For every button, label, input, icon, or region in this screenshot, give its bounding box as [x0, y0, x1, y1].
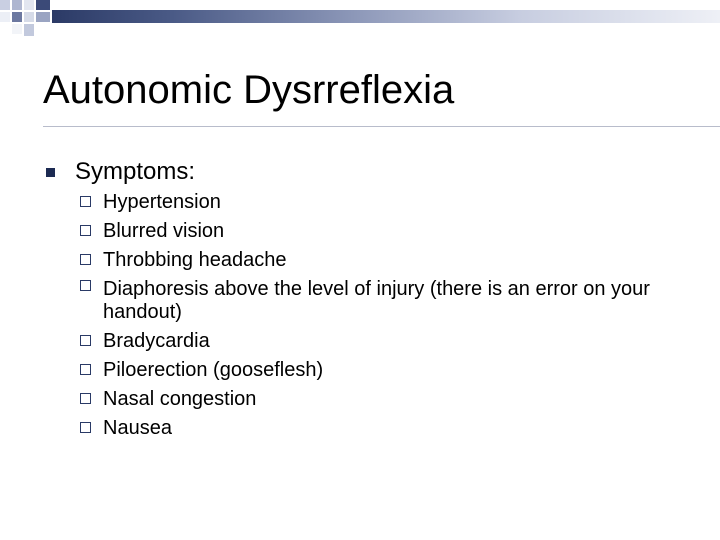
list-item-text: Throbbing headache — [103, 249, 287, 271]
list-item — [80, 188, 700, 217]
filled-square-bullet-icon — [46, 168, 55, 177]
list-item-text: Hypertension — [103, 191, 221, 213]
hollow-square-bullet-icon — [80, 280, 91, 291]
hollow-square-bullet-icon — [80, 335, 91, 346]
decorative-square — [12, 0, 22, 10]
list-item — [80, 414, 700, 443]
hollow-square-bullet-icon — [80, 254, 91, 265]
decorative-square — [24, 0, 34, 10]
list-item-text: Diaphoresis above the level of injury (there is an error on your handout) — [103, 278, 650, 323]
hollow-square-bullet-icon — [80, 196, 91, 207]
decorative-square — [24, 12, 34, 22]
list-item — [80, 217, 700, 246]
decorative-square — [0, 12, 10, 22]
title-divider — [43, 126, 720, 127]
hollow-square-bullet-icon — [80, 422, 91, 433]
main-bullet-item — [44, 156, 195, 188]
list-item — [80, 385, 700, 414]
hollow-square-bullet-icon — [80, 364, 91, 375]
list-item — [80, 246, 700, 275]
decorative-square — [36, 12, 50, 22]
hollow-square-bullet-icon — [80, 225, 91, 236]
decorative-square — [24, 24, 34, 36]
decorative-square — [12, 12, 22, 22]
list-item-text: Bradycardia — [103, 330, 210, 352]
list-item-text: Nasal congestion — [103, 388, 257, 410]
list-item — [80, 275, 700, 327]
decorative-square — [12, 24, 22, 34]
main-bullet-text: Symptoms: — [75, 158, 196, 185]
hollow-square-bullet-icon — [80, 393, 91, 404]
list-item-text: Piloerection (gooseflesh) — [103, 359, 324, 381]
gradient-band — [52, 10, 720, 23]
list-item-text: Nausea — [103, 417, 172, 439]
decorative-header-bar — [0, 0, 720, 46]
symptom-list — [80, 188, 700, 443]
list-item-text: Blurred vision — [103, 220, 225, 242]
list-item — [80, 356, 700, 385]
list-item — [80, 327, 700, 356]
decorative-square — [0, 0, 10, 10]
slide-title: Autonomic Dysrreflexia — [43, 68, 455, 112]
decorative-square — [36, 0, 50, 10]
